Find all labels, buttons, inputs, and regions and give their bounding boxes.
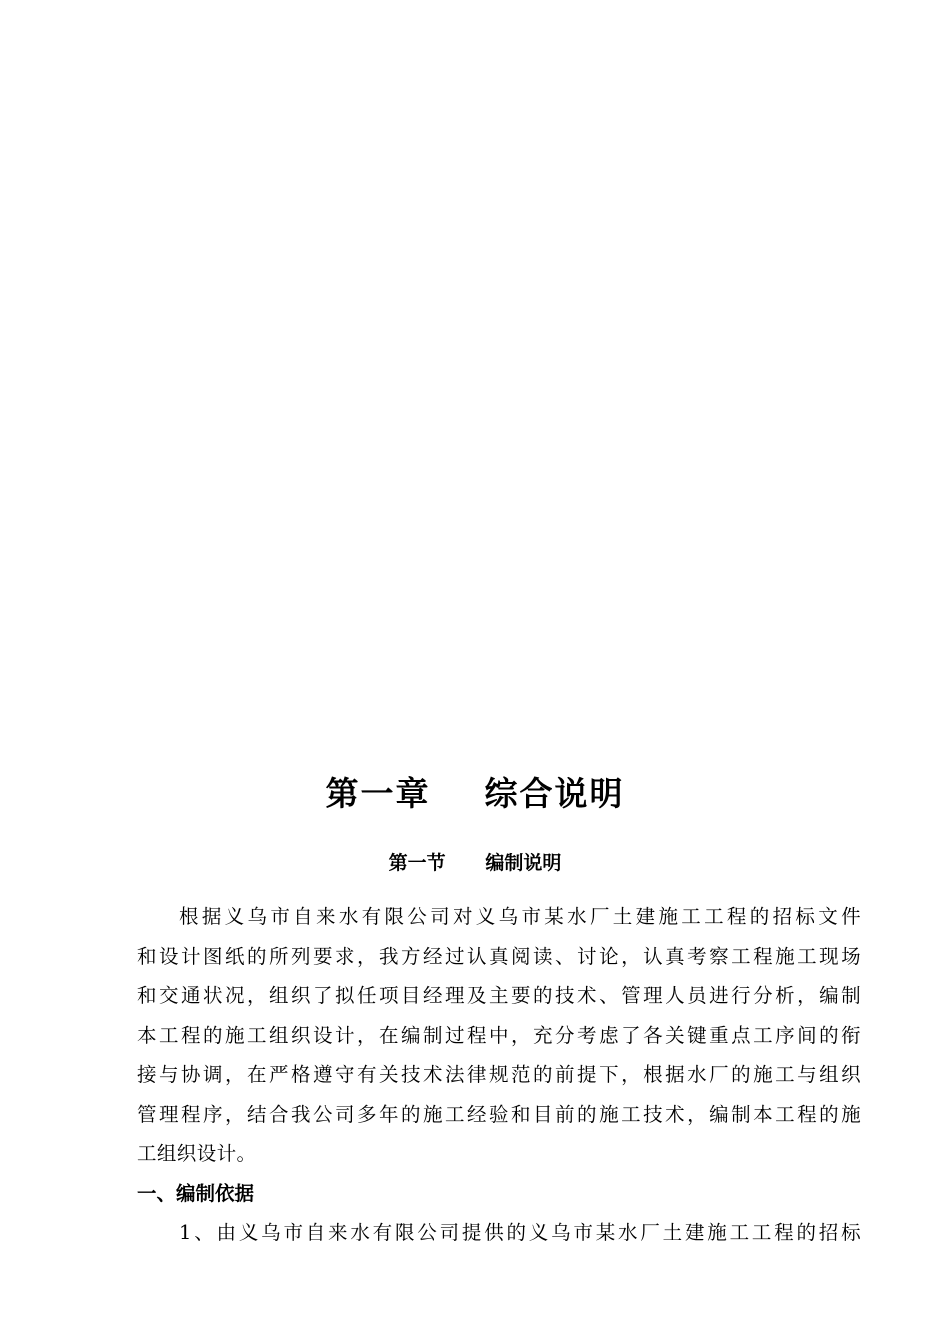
- paragraph-line: 管理程序，结合我公司多年的施工经验和目前的施工技术，编制本工程的施: [137, 1102, 861, 1126]
- paragraph-line: 根据义乌市自来水有限公司对义乌市某水厂土建施工工程的招标文件: [179, 905, 861, 928]
- paragraph-line: 工组织设计。: [137, 1142, 257, 1165]
- chapter-title: 第一章 综合说明: [325, 774, 625, 813]
- list-item: 1、由义乌市自来水有限公司提供的义乌市某水厂土建施工工程的招标: [179, 1221, 861, 1244]
- subheading-basis: 一、编制依据: [137, 1181, 255, 1205]
- body-text: [137, 897, 861, 1253]
- paragraph-line: 和设计图纸的所列要求，我方经过认真阅读、讨论，认真考察工程施工现场: [137, 944, 861, 968]
- paragraph-line: 接与协调，在严格遵守有关技术法律规范的前提下，根据水厂的施工与组织: [137, 1063, 861, 1086]
- paragraph-line: 本工程的施工组织设计，在编制过程中，充分考虑了各关键重点工序间的衔: [137, 1023, 861, 1047]
- section-title: 第一节 编制说明: [388, 852, 562, 874]
- paragraph-line: 和交通状况，组织了拟任项目经理及主要的技术、管理人员进行分析，编制: [137, 984, 861, 1007]
